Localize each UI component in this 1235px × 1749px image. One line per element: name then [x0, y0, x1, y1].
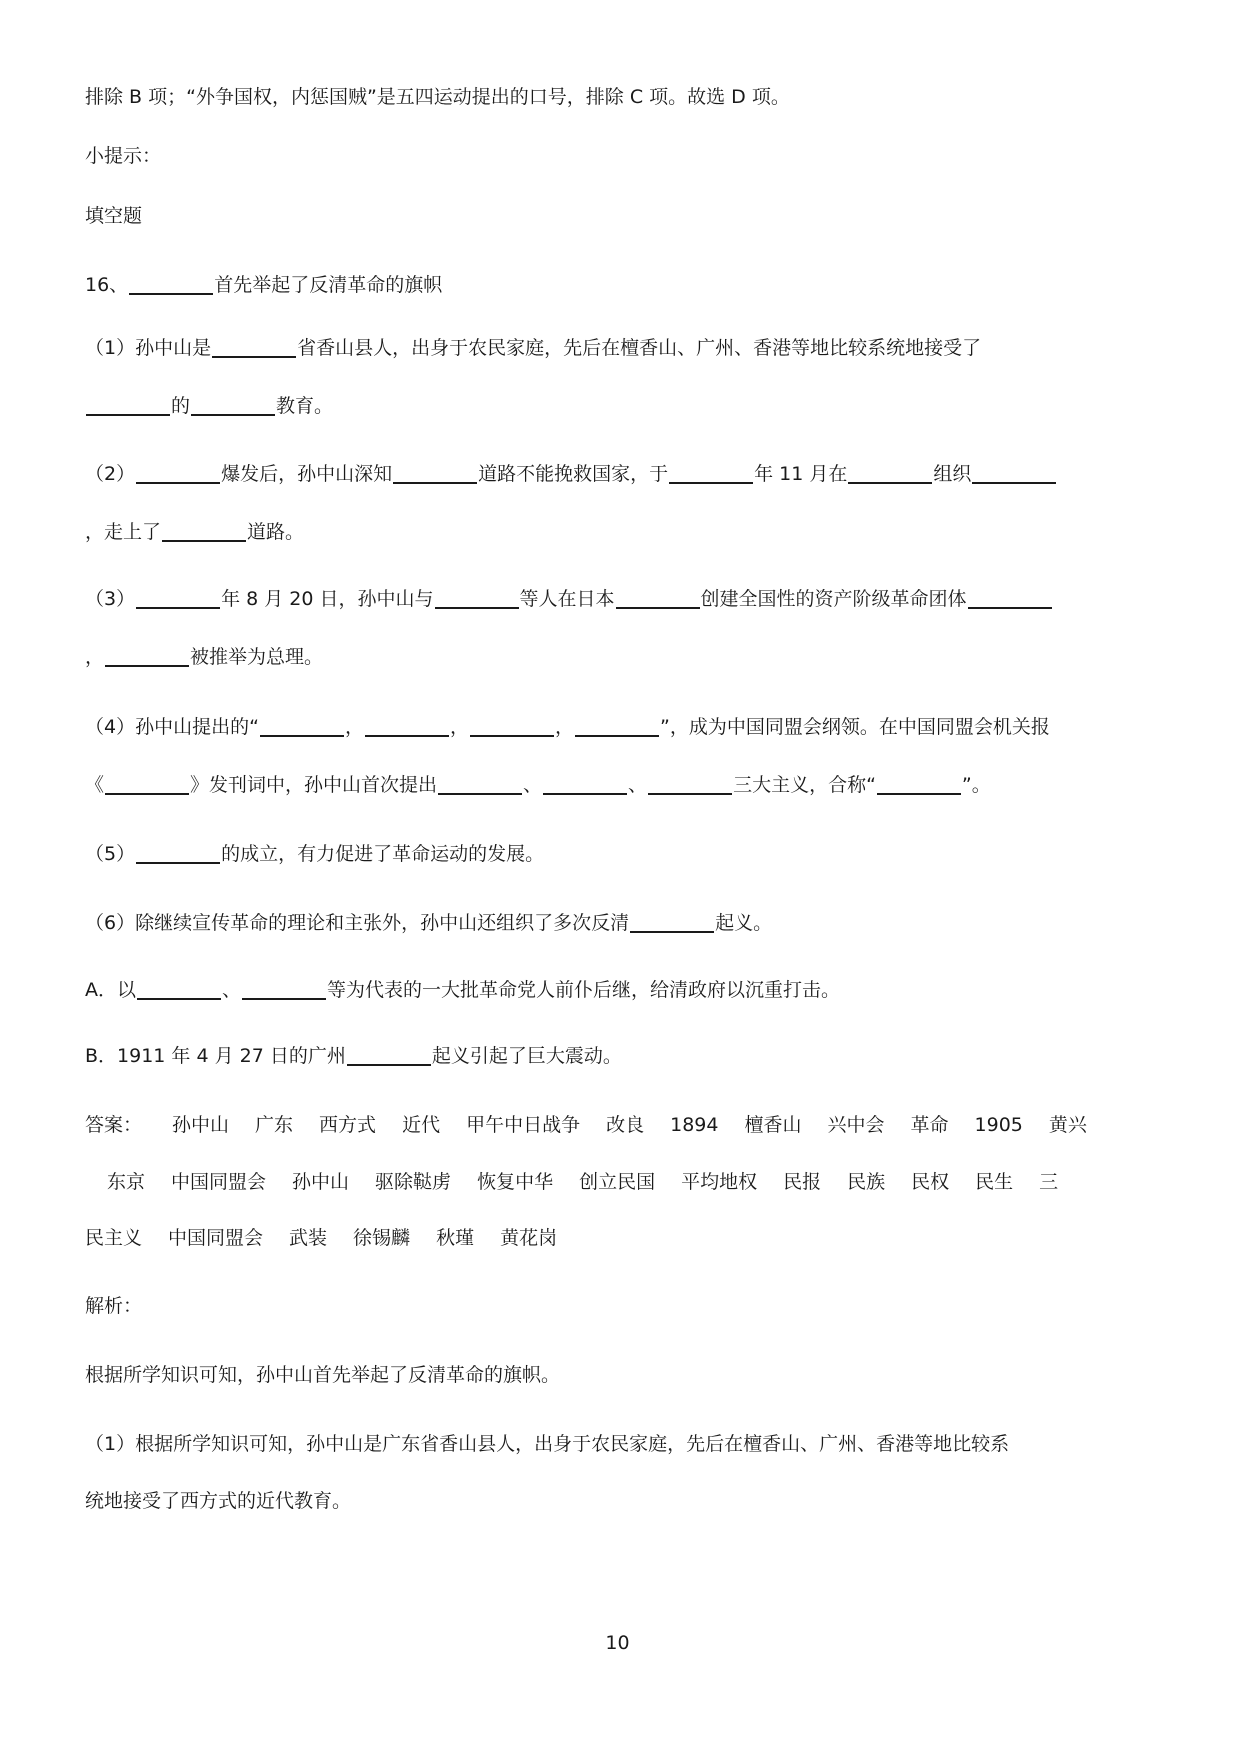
text: （1）孙中山是	[85, 337, 212, 359]
answer-term: 广东	[255, 1114, 294, 1136]
answer-term: 民报	[783, 1171, 822, 1193]
subquestion-6	[85, 910, 772, 936]
answer-term: 秋瑾	[436, 1227, 475, 1249]
answer-term: 孙中山	[292, 1171, 350, 1193]
text: 省香山县人，出身于农民家庭，先后在檀香山、广州、香港等地比较系统地接受了	[297, 337, 982, 359]
page-number: 10	[605, 1632, 630, 1654]
answer-blank	[129, 273, 213, 295]
text: ，	[344, 716, 364, 738]
answer-term: 驱除鞑虏	[375, 1171, 452, 1193]
text: （2）	[85, 463, 136, 485]
text: ，走上了	[85, 521, 162, 543]
subquestion-1-line-2	[85, 393, 333, 419]
answer-label: 答案：	[85, 1114, 143, 1136]
answer-blank	[968, 587, 1052, 609]
answer-term: 民主义	[85, 1227, 143, 1249]
subquestion-1-line-1	[85, 335, 981, 361]
answer-term: 1894	[670, 1114, 719, 1136]
text: 三大主义，合称“	[733, 774, 876, 796]
answer-term: 黄花岗	[500, 1227, 558, 1249]
answer-blank	[365, 715, 449, 737]
text: 的	[171, 395, 191, 417]
answer-blank	[435, 587, 519, 609]
text: 首先举起了反清革命的旗帜	[214, 274, 443, 296]
text: （6）除继续宣传革命的理论和主张外，孙中山还组织了多次反清	[85, 912, 630, 934]
text: 排除 B 项；“外争国权，内惩国贼”是五四运动提出的口号，排除 C 项。故选 D 项。	[85, 86, 790, 108]
answer-blank	[137, 978, 221, 1000]
answer-blank	[630, 911, 714, 933]
answer-blank	[191, 394, 275, 416]
text: 等为代表的一大批革命党人前仆后继，给清政府以沉重打击。	[327, 979, 841, 1001]
answer-term: 恢复中华	[477, 1171, 554, 1193]
option-b	[85, 1043, 622, 1069]
text: 年 11 月在	[754, 463, 848, 485]
answer-term: 近代	[402, 1114, 441, 1136]
answer-blank	[260, 715, 344, 737]
text: 道路。	[247, 521, 305, 543]
answer-term: 孙中山	[172, 1114, 230, 1136]
text: B．1911 年 4 月 27 日的广州	[85, 1045, 346, 1067]
text: 统地接受了西方式的近代教育。	[85, 1490, 352, 1512]
text: 、	[523, 774, 543, 796]
answer-blank	[669, 462, 753, 484]
subquestion-3-line-1	[85, 586, 1053, 612]
answer-term: 中国同盟会	[171, 1171, 267, 1193]
analysis-line-3	[85, 1488, 351, 1514]
answer-term: 徐锡麟	[353, 1227, 411, 1249]
answer-blank	[848, 462, 932, 484]
answer-term: 革命	[910, 1114, 949, 1136]
text: （4）孙中山提出的“	[85, 716, 259, 738]
answer-term: 平均地权	[681, 1171, 758, 1193]
analysis-line-1	[85, 1362, 560, 1388]
analysis-label	[85, 1293, 142, 1319]
text: 的成立，有力促进了革命运动的发展。	[221, 843, 545, 865]
text: 填空题	[85, 205, 143, 227]
answer-term: 东京	[107, 1171, 146, 1193]
answer-blank	[616, 587, 700, 609]
text: （3）	[85, 588, 136, 610]
answer-term: 甲午中日战争	[466, 1114, 581, 1136]
answer-term: 1905	[974, 1114, 1023, 1136]
answer-blank	[438, 773, 522, 795]
answer-blank	[136, 462, 220, 484]
answer-term: 中国同盟会	[168, 1227, 264, 1249]
text: ，	[85, 646, 105, 668]
answer-blank	[136, 842, 220, 864]
answer-blank	[105, 645, 189, 667]
answer-term: 改良	[606, 1114, 645, 1136]
text: 教育。	[276, 395, 334, 417]
question-number: 16、	[85, 274, 129, 296]
text: 、	[628, 774, 648, 796]
answer-blank	[648, 773, 732, 795]
text: 等人在日本	[519, 588, 615, 610]
text: （5）	[85, 843, 136, 865]
answer-term: 兴中会	[827, 1114, 885, 1136]
text: 《	[85, 774, 105, 796]
answer-blank	[242, 978, 326, 1000]
answer-blank	[972, 462, 1056, 484]
answer-term: 民权	[911, 1171, 950, 1193]
answer-term: 武装	[289, 1227, 328, 1249]
text: 被推举为总理。	[190, 646, 324, 668]
subquestion-4-line-2	[85, 772, 991, 798]
answer-row-1	[85, 1112, 1087, 1138]
text: 创建全国性的资产阶级革命团体	[700, 588, 967, 610]
text: 爆发后，孙中山深知	[221, 463, 393, 485]
answer-row-3	[85, 1225, 583, 1251]
text: A．以	[85, 979, 136, 1001]
text: （1）根据所学知识可知，孙中山是广东省香山县人，出身于农民家庭，先后在檀香山、广州、香港等地比较系	[85, 1433, 1010, 1455]
answer-blank	[575, 715, 659, 737]
subquestion-5	[85, 841, 544, 867]
answer-blank	[105, 773, 189, 795]
answer-blank	[162, 520, 246, 542]
question-16	[85, 272, 442, 298]
text: 》发刊词中，孙中山首次提出	[190, 774, 438, 796]
text-line	[85, 84, 790, 110]
text: 年 8 月 20 日，孙中山与	[221, 588, 434, 610]
subquestion-4-line-1	[85, 714, 1050, 740]
answer-blank	[877, 773, 961, 795]
text: 起义引起了巨大震动。	[431, 1045, 622, 1067]
answer-term: 创立民国	[579, 1171, 656, 1193]
text: ，	[554, 716, 574, 738]
text: 、	[222, 979, 242, 1001]
answer-blank	[543, 773, 627, 795]
answer-blank	[347, 1044, 431, 1066]
answer-term: 三	[1039, 1171, 1059, 1193]
analysis-line-2	[85, 1431, 1009, 1457]
text: 根据所学知识可知，孙中山首先举起了反清革命的旗帜。	[85, 1364, 561, 1386]
answer-blank	[86, 394, 170, 416]
text: 道路不能挽救国家，于	[478, 463, 669, 485]
answer-term: 西方式	[319, 1114, 377, 1136]
subquestion-3-line-2	[85, 644, 323, 670]
text: ”，成为中国同盟会纲领。在中国同盟会机关报	[659, 716, 1050, 738]
text: 组织	[933, 463, 972, 485]
subquestion-2-line-2	[85, 519, 304, 545]
answer-blank	[470, 715, 554, 737]
answer-term: 民族	[847, 1171, 886, 1193]
text: 小提示：	[85, 145, 162, 167]
text: 解析：	[85, 1295, 143, 1317]
answer-blank	[393, 462, 477, 484]
answer-term: 檀香山	[744, 1114, 802, 1136]
answer-blank	[136, 587, 220, 609]
answer-term: 民生	[975, 1171, 1014, 1193]
text: ”。	[961, 774, 991, 796]
subquestion-2-line-1	[85, 461, 1057, 487]
answer-blank	[212, 336, 296, 358]
hint-label	[85, 143, 161, 169]
option-a	[85, 977, 840, 1003]
text: ，	[449, 716, 469, 738]
answer-term: 黄兴	[1048, 1114, 1087, 1136]
section-title	[85, 203, 142, 229]
text: 起义。	[715, 912, 773, 934]
answer-row-2	[107, 1169, 1058, 1195]
